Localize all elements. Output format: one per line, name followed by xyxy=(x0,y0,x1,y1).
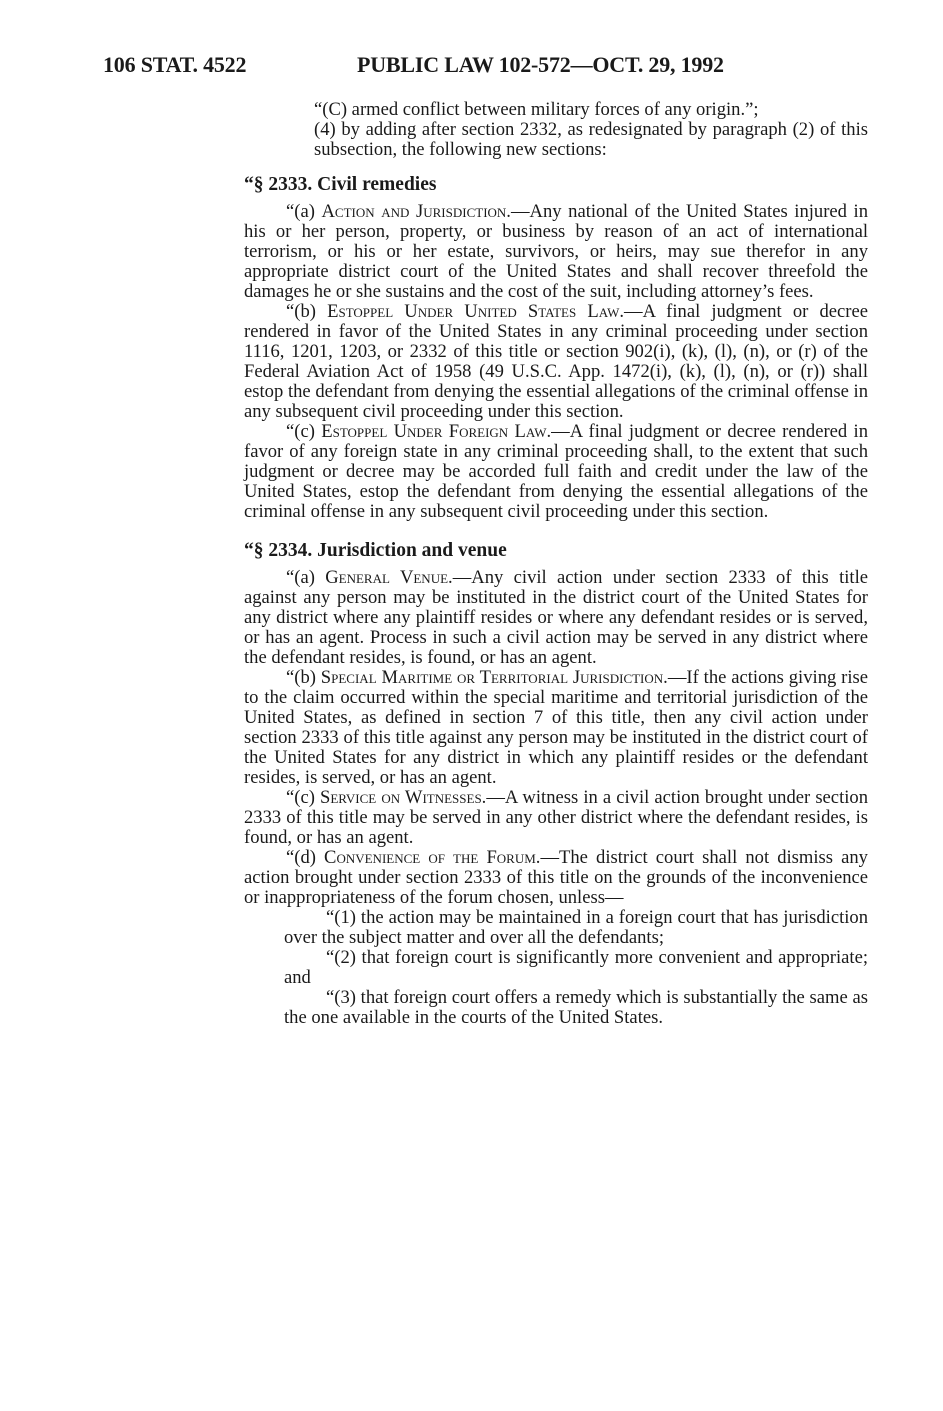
section-2334-c-text: —A witness in a civil action brought under section 2333 of this title may be served in any other district where the defendant resides, is found, or has an agent. xyxy=(244,787,868,848)
section-2334-c-label: “(c) xyxy=(286,787,320,808)
section-2333-c xyxy=(244,422,868,522)
section-2333-c-text: —A final judgment or decree rendered in favor of any foreign state in any criminal proceeding shall, to the extent that such judgment or decree may be accorded full faith and credit under the law of the United States, estop the defendant from denying the essential allegations of the criminal offense in any subsequent civil proceeding under this section. xyxy=(244,421,868,522)
section-2334-d-caption: Convenience of the Forum. xyxy=(324,847,541,868)
section-2334-b-text: —If the actions giving rise to the claim occurred within the special maritime and territorial jurisdiction of the United States, as defined in section 7 of this title, then any civil action under section 2333 of this title against any person may be instituted in the district court of the United States for any district in which any plaintiff resides or the defendant resides, is served, or has an agent. xyxy=(244,667,868,788)
section-2333-b xyxy=(244,302,868,422)
section-2334-d-label: “(d) xyxy=(286,847,325,868)
section-2334-a-caption: General Venue. xyxy=(325,567,453,588)
item-4-amendment: (4) by adding after section 2332, as redesignated by paragraph (2) of this subsection, the following new sections: xyxy=(314,119,868,160)
section-2334-b-label: “(b) xyxy=(286,667,321,688)
section-2334-a xyxy=(244,568,868,668)
condition-1: “(1) the action may be maintained in a foreign court that has jurisdiction over the subject matter and over all the defendants; xyxy=(284,907,868,948)
section-2333-b-label: “(b) xyxy=(286,301,328,322)
document-body xyxy=(244,100,868,1028)
section-2333-c-caption: Estoppel Under Foreign Law. xyxy=(321,421,552,442)
section-2333-b-caption: Estoppel Under United States Law. xyxy=(327,301,624,322)
clause-c-armed-conflict: “(C) armed conflict between military forces of any origin.”; xyxy=(314,99,759,120)
section-2333-a-text: —Any national of the United States injured in his or her person, property, or business by reason of an act of international terrorism, or his or her estate, survivors, or heirs, may sue therefor in any appropriate district court of the United States and shall recover threefold the damages he or she sustains and the cost of the suit, including attorney’s fees. xyxy=(244,201,869,302)
stat-citation: 106 STAT. 4522 xyxy=(103,52,247,77)
section-2333-a xyxy=(244,202,868,302)
section-2334-c xyxy=(244,788,868,848)
section-2334-c-caption: Service on Witnesses. xyxy=(320,787,487,808)
section-2334-d xyxy=(244,848,868,908)
condition-3: “(3) that foreign court offers a remedy which is substantially the same as the one available in the courts of the United States. xyxy=(284,987,868,1028)
section-2333-b-text: —A final judgment or decree rendered in favor of the United States in any criminal proceeding under section 1116, 1201, 1203, or 2332 of this title or section 902(i), (k), (l), (n), or (r) of the Federal Aviation Act of 1958 (49 U.S.C. App. 1472(i), (k), (l), (n), or (r)) shall estop the defendant from denying the essential allegations of the criminal offense in any subsequent civil proceeding under this section. xyxy=(244,301,868,422)
section-2334-a-label: “(a) xyxy=(286,567,326,588)
section-2333-a-caption: Action and Jurisdiction. xyxy=(321,201,511,222)
condition-2: “(2) that foreign court is significantly more convenient and appropriate; and xyxy=(284,947,868,988)
section-2334-a-text: —Any civil action under section 2333 of this title against any person may be instituted in the district court of the United States for any district where any plaintiff resides or where any defendant resides or is served, or has an agent. Process in such a civil action may be served in any district where the defendant resides, is found, or has an agent. xyxy=(244,567,868,668)
section-2334-b-caption: Special Maritime or Territorial Jurisdiction. xyxy=(320,667,668,688)
section-2334-heading: “§ 2334. Jurisdiction and venue xyxy=(244,540,507,561)
section-2333-heading: “§ 2333. Civil remedies xyxy=(244,174,437,195)
public-law-title: PUBLIC LAW 102-572—OCT. 29, 1992 xyxy=(357,52,724,77)
section-2333-c-label: “(c) xyxy=(286,421,322,442)
section-2334-b xyxy=(244,668,868,788)
section-2333-a-label: “(a) xyxy=(286,201,322,222)
section-2334-d-text: —The district court shall not dismiss any action brought under section 2333 of this title on the grounds of the inconvenience or inappropriateness of the forum chosen, unless— xyxy=(244,847,868,908)
forum-conditions-list xyxy=(244,908,868,1028)
page-header xyxy=(103,52,763,84)
